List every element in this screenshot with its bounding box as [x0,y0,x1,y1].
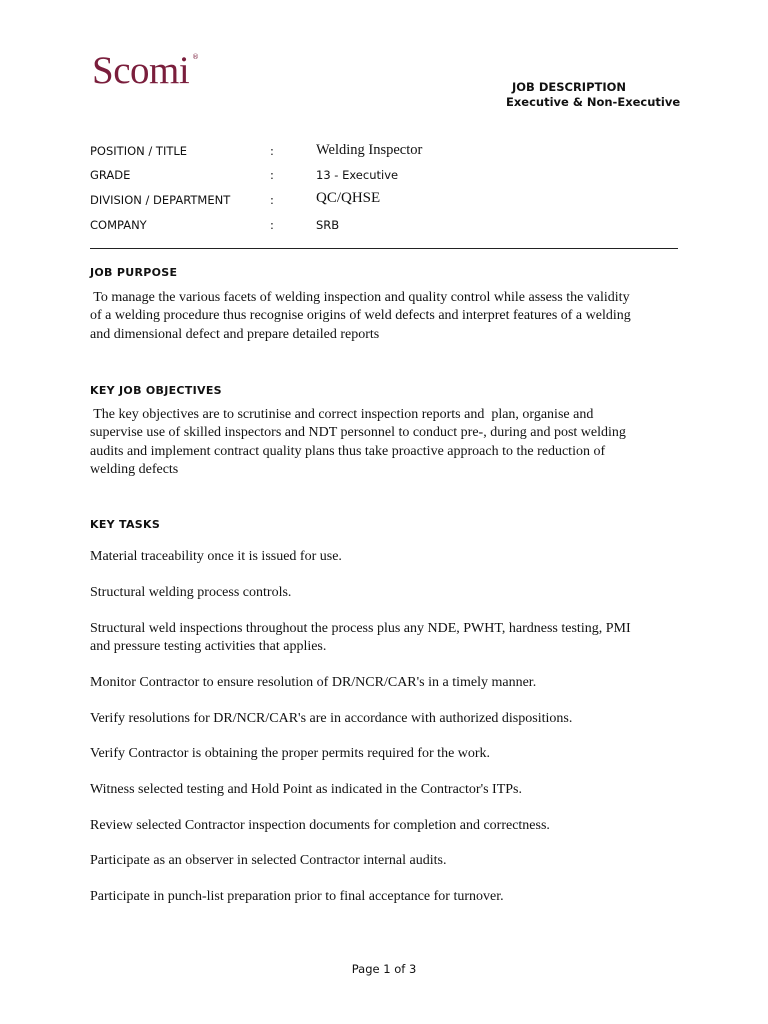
task-item [90,817,690,835]
info-row-grade [90,168,680,188]
info-value: SRB [316,218,340,232]
document-subtitle: Executive & Non-Executive [506,95,681,109]
task-line: Review selected Contractor inspection documents for completion and correctness. [90,818,550,833]
key-objectives-heading: KEY JOB OBJECTIVES [90,384,222,397]
job-purpose-line: of a welding procedure thus recognise origins of weld defects and interpret features of a welding [90,308,631,324]
key-objectives-text [90,406,690,479]
info-label: COMPANY [90,218,147,232]
info-label: GRADE [90,168,131,182]
job-purpose-heading: JOB PURPOSE [90,266,178,279]
info-row-company [90,218,680,238]
info-value: QC/QHSE [316,190,381,206]
task-line: Verify Contractor is obtaining the proper permits required for the work. [90,746,491,761]
task-item [90,548,690,566]
info-value: 13 - Executive [316,168,399,182]
key-tasks-heading: KEY TASKS [90,518,161,531]
task-item [90,888,690,906]
section-divider [90,248,678,249]
key-objectives-line: welding defects [90,461,179,477]
task-line: Structural weld inspections throughout the process plus any NDE, PWHT, hardness testing, PMI [90,621,631,636]
info-colon: : [270,218,274,232]
job-purpose-line: To manage the various facets of welding inspection and quality control while assess the validity [90,290,630,305]
task-item [90,852,690,870]
info-row-division [90,190,680,213]
info-label: POSITION / TITLE [90,144,188,158]
job-purpose-line: and dimensional defect and prepare detailed reports [90,326,380,342]
task-line: Participate as an observer in selected Contractor internal audits. [90,853,447,868]
info-colon: : [270,193,274,207]
task-item [90,584,690,602]
task-line: Monitor Contractor to ensure resolution of DR/NCR/CAR's in a timely manner. [90,675,537,690]
task-item [90,710,690,728]
job-purpose-text [90,289,690,344]
task-line: Material traceability once it is issued for use. [90,549,342,564]
key-objectives-line: audits and implement contract quality plans thus take proactive approach to the reduction of [90,443,606,459]
task-line: and pressure testing activities that applies. [90,639,327,655]
info-row-position [90,144,680,164]
task-line: Structural welding process controls. [90,585,292,600]
key-objectives-line: supervise use of skilled inspectors and NDT personnel to conduct pre-, during and post welding [90,425,626,441]
key-objectives-line: The key objectives are to scrutinise and correct inspection reports and plan, organise and [90,407,594,422]
registered-mark: ® [192,53,199,61]
task-item [90,781,690,799]
page-number: Page 1 of 3 [351,962,417,976]
task-line: Witness selected testing and Hold Point as indicated in the Contractor's ITPs. [90,782,522,797]
task-item [90,620,690,657]
info-colon: : [270,144,274,158]
info-value: Welding Inspector [316,142,423,158]
company-logo: Scomi [92,49,190,92]
document-type: JOB DESCRIPTION [512,80,627,94]
info-colon: : [270,168,274,182]
task-line: Verify resolutions for DR/NCR/CAR's are in accordance with authorized dispositions. [90,711,573,726]
task-item [90,745,690,763]
task-line: Participate in punch-list preparation prior to final acceptance for turnover. [90,889,504,904]
task-item [90,674,690,692]
info-label: DIVISION / DEPARTMENT [90,193,231,207]
